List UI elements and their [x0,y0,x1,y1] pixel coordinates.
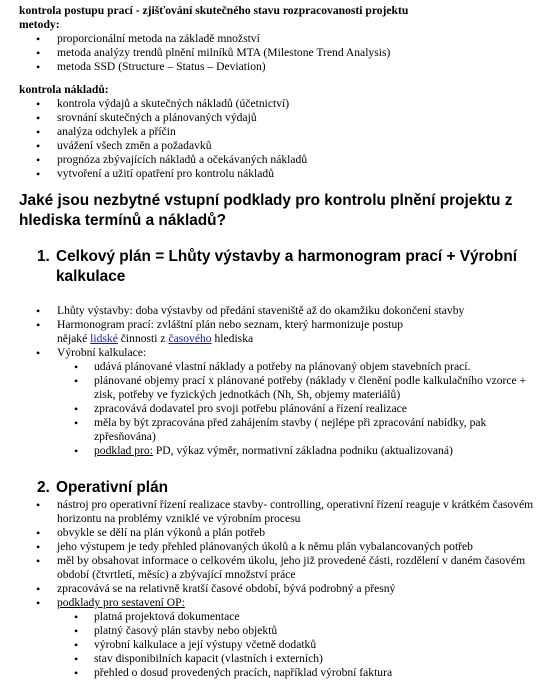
sublist-item: • zpracovává dodavatel pro svoji potřebu plánování a řízení realizace [94,402,538,416]
section-overall-plan [19,247,538,287]
section1-title: Celkový plán = Lhůty výstavby a harmonogram prací + Výrobní kalkulace [56,248,518,285]
overall-plan-list [19,304,538,458]
list-item: • prognóza zbývajících nákladů a očekávaných nákladů [57,153,538,167]
list-item: • zpracovává se na relativně kratší časové období, bývá podrobný a přesný [57,582,538,596]
list-item: • uvážení všech změn a požadavků [57,139,538,153]
section1-number: 1. [37,248,50,265]
sublist-item: • přehled o dosud provedených pracích, například výrobní faktura [94,666,538,680]
sublist-item: • platný časový plán stavby nebo objektů [94,624,538,638]
list-item-podklady [57,596,538,680]
list-item: • měl by obsahovat informace o celkovém úkolu, jeho již provedené části, rozdělení v daném časovém období (čtvrtletí, měsíc) a zbývající množství práce [57,554,538,582]
sublist-item: • platná projektová dokumentace [94,610,538,624]
sublist-item [94,444,538,458]
item-text: činnosti z [120,332,166,345]
item-text: nějaké [57,332,88,345]
section2-heading [37,478,538,498]
cost-control-list [19,97,538,181]
section-operative-plan [19,478,538,498]
list-item: • srovnání skutečných a plánovaných výdajů [57,111,538,125]
item-text: Výrobní kalkulace: [57,346,147,359]
list-item: • vytvoření a užití opatření pro kontrolu nákladů [57,167,538,181]
question-heading: Jaké jsou nezbytné vstupní podklady pro kontrolu plnění projektu z hlediska termínů a nákladů? [19,192,513,229]
item-text: hlediska [214,332,254,345]
section2-number: 2. [37,479,50,496]
item-text: Harmonogram prací: zvláštní plán nebo seznam, který harmonizuje postup [57,318,404,331]
list-item-harmonogram [57,318,538,346]
methods-list [19,32,538,74]
sublist-item: • plánované objemy prací x plánované potřeby (náklady v členění podle kalkulačního vzorce + zisk, potřeby ve fyzických jednotkách (Nh, Sh, objemy materiálů) [94,374,538,402]
block-progress-control [19,4,538,74]
sublist-item: • měla by být zpracována před zahájením stavby ( nejlépe při zpracování nabídky, pak zpřesňována) [94,416,538,444]
item-label: podklady pro sestavení OP: [57,596,185,609]
section2-title: Operativní plán [56,479,169,496]
block1-subheading: metody: [19,18,60,31]
list-item-kalkulace [57,346,538,458]
block2-heading: kontrola nákladů: [19,83,109,96]
list-item: • proporcionální metoda na základě množství [57,32,538,46]
list-item: • nástroj pro operativní řízení realizace stavby- controlling, operativní řízení reaguje v krátkém časovém horizontu na problémy vzniklé ve výrobním procesu [57,498,538,526]
list-item: • Lhůty výstavby: doba výstavby od předání staveniště až do okamžiku dokončení stavby [57,304,538,318]
link-casoveho[interactable]: časového [168,332,212,345]
list-item: • jeho výstupem je tedy přehled plánovaných úkolů a k němu plán vybalancovaných potřeb [57,540,538,554]
podklady-sublist [57,610,538,680]
list-item: • metoda SSD (Structure – Status – Deviation) [57,60,538,74]
block-cost-control [19,83,538,181]
list-item: • analýza odchylek a příčin [57,125,538,139]
section1-heading [37,247,538,287]
list-item: • metoda analýzy trendů plnění milníků MTA (Milestone Trend Analysis) [57,46,538,60]
sublist-item: • udává plánované vlastní náklady a potřeby na plánovaný objem stavebních prací. [94,360,538,374]
list-item: • kontrola výdajů a skutečných nákladů (účetnictví) [57,97,538,111]
block1-heading: kontrola postupu prací - zjišťování skutečného stavu rozpracovanosti projektu [19,4,409,17]
item-text: PD, výkaz výměr, normativní základna podniku (aktualizovaná) [152,444,453,457]
list-item: • obvykle se dělí na plán výkonů a plán potřeb [57,526,538,540]
kalkulace-sublist [57,360,538,458]
link-lidske[interactable]: lidské [90,332,118,345]
item-label: podklad pro: [94,444,153,457]
sublist-item: • stav disponibilních kapacit (vlastních i externích) [94,652,538,666]
sublist-item: • výrobní kalkulace a její výstupy včetně dodatků [94,638,538,652]
operative-plan-list [19,498,538,680]
